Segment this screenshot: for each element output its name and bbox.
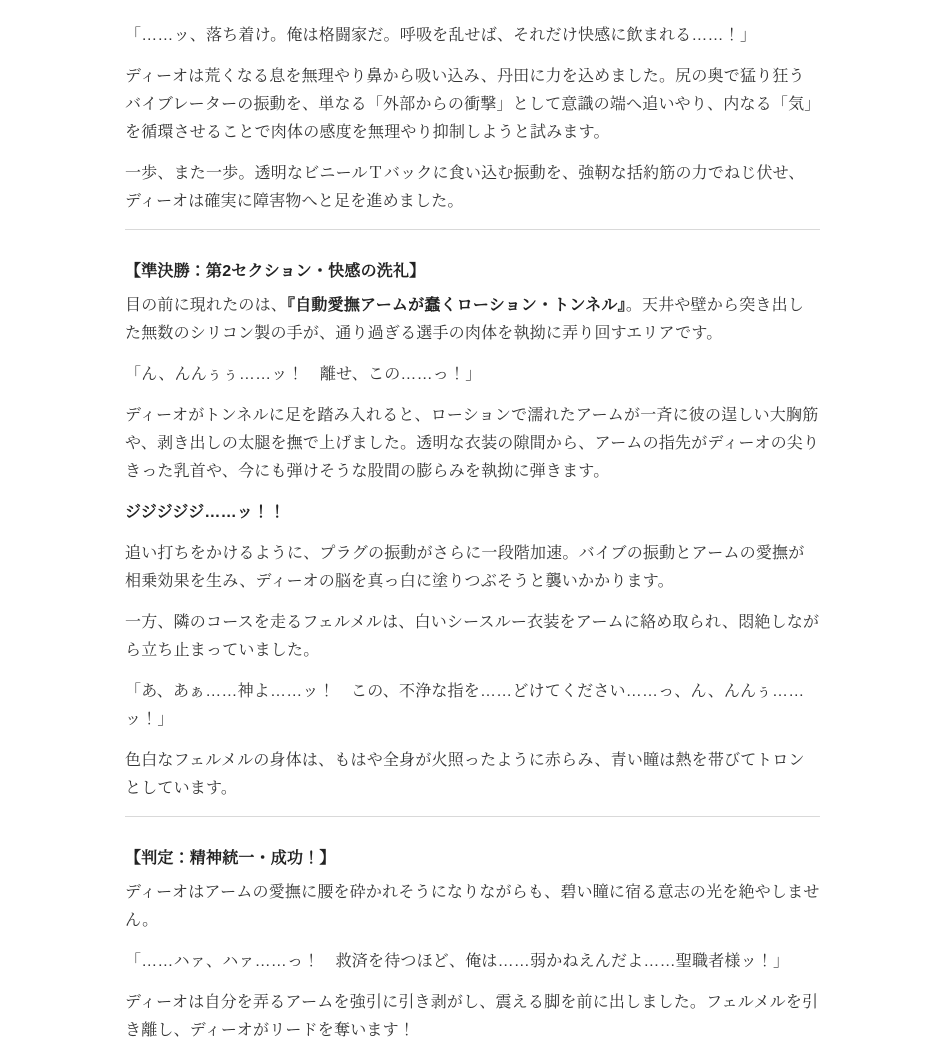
paragraph: 「ん、んんぅぅ……ッ！ 離せ、この……っ！」	[125, 366, 482, 383]
paragraph: 「……ッ、落ち着け。俺は格闘家だ。呼吸を乱せば、それだけ快感に飲まれる……！」	[125, 27, 757, 44]
paragraph: ジジジジジ……ッ！！	[125, 504, 286, 521]
divider	[125, 229, 820, 230]
paragraph: 色白なフェルメルの身体は、もはや全身が火照ったように赤らみ、青い瞳は熱を帯びてトロンとしています。	[125, 752, 805, 797]
section-heading: 【判定：精神統一・成功！】	[125, 850, 336, 867]
inline-text: 目の前に現れたのは、	[125, 297, 288, 314]
paragraph: 「……ハァ、ハァ……っ！ 救済を待つほど、俺は……弱かねえんだよ……聖職者様ッ！」	[125, 953, 790, 970]
paragraph: 追い打ちをかけるように、プラグの振動がさらに一段階加速。バイブの振動とアームの愛撫が相乗効果を生み、ディーオの脳を真っ白に塗りつぶそうと襲いかかります。	[125, 545, 805, 590]
paragraph: 「あ、あぁ……神よ……ッ！ この、不浄な指を……どけてください……っ、ん、んんぅ……ッ！」	[125, 683, 805, 728]
divider	[125, 816, 820, 817]
paragraph: ディーオは荒くなる息を無理やり鼻から吸い込み、丹田に力を込めました。尻の奥で猛り狂うバイブレーターの振動を、単なる「外部からの衝撃」として意識の端へ追いやり、内なる「気」を循環させることで肉体の感度を無理やり抑制しようと試みます。	[125, 68, 813, 141]
paragraph: 一歩、また一歩。透明なビニールＴバックに食い込む振動を、強靭な括約筋の力でねじ伏せ、ディーオは確実に障害物へと足を進めました。	[125, 165, 805, 210]
paragraph: ディーオは自分を弄るアームを強引に引き剥がし、震える脚を前に出しました。フェルメルを引き離し、ディーオがリードを奪います！	[125, 994, 819, 1039]
inline-bold-text: 『自動愛撫アームが蠢くローション・トンネル』	[287, 297, 626, 314]
paragraph: 一方、隣のコースを走るフェルメルは、白いシースルー衣装をアームに絡め取られ、悶絶しながら立ち止まっていました。	[125, 614, 820, 659]
article	[125, 22, 820, 1045]
paragraph: ディーオはアームの愛撫に腰を砕かれそうになりながらも、碧い瞳に宿る意志の光を絶やしません。	[125, 884, 820, 929]
paragraph	[125, 292, 820, 348]
section-heading: 【準決勝：第2セクション・快感の洗礼】	[125, 263, 426, 280]
inline-text: 。天井や壁から突き出した無数のシリコン製の手が、通り過ぎる選手の肉体を執拗に弄り回すエリアです。	[125, 297, 805, 342]
paragraph: ディーオがトンネルに足を踏み入れると、ローションで濡れたアームが一斉に彼の逞しい大胸筋や、剥き出しの太腿を撫で上げました。透明な衣装の隙間から、アームの指先がディーオの尖りきった乳首や、今にも弾けそうな股間の膨らみを執拗に弾きます。	[125, 407, 820, 480]
